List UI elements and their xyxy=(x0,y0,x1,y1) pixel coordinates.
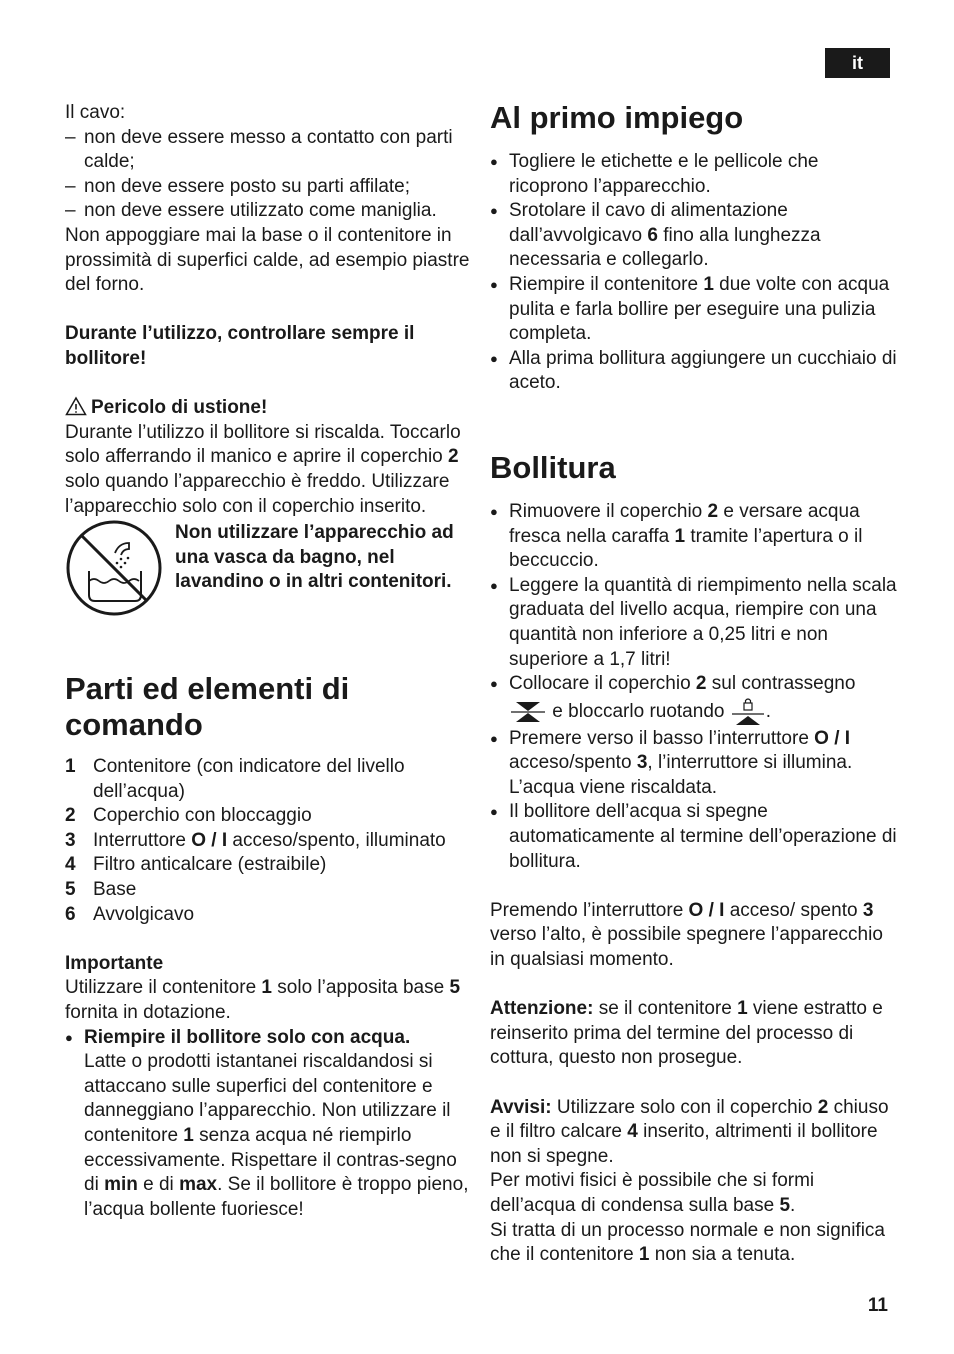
normal-process-note: Si tratta di un processo normale e non significa che il contenitore 1 non sia a tenuta. xyxy=(490,1219,885,1266)
list-item: 4 Filtro anticalcare (estraibile) xyxy=(65,854,327,876)
list-item: 6 Avvolgicavo xyxy=(65,903,195,925)
left-column xyxy=(65,101,470,1222)
list-item: ● Riempire il bollitore solo con acqua. Latte o prodotti istantanei riscaldandosi si attaccano sulle superfici del contenitore e danneggiano l’apparecchio. Non utilizzare il contenitore 1 senza acqua né riempirlo eccessivamente. Rispettare il contras-segno di min e di max. Se il bollitore è troppo pieno, l’acqua bollente fuoriesce! xyxy=(65,1026,470,1223)
bath-warning-text: Non utilizzare l’apparecchio ad una vasca da bagno, nel lavandino o in altri contenitori. xyxy=(175,522,454,593)
burn-warning-title: Pericolo di ustione! xyxy=(65,396,470,421)
unlock-mark-icon xyxy=(509,700,547,724)
parts-list xyxy=(65,755,470,927)
list-item: ● Togliere le etichette e le pellicole che ricoprono l’apparecchio. xyxy=(490,150,900,199)
language-badge: it xyxy=(825,48,890,78)
first-use-heading: Al primo impiego xyxy=(490,100,744,135)
page-number: 11 xyxy=(867,1295,888,1316)
important-list xyxy=(65,1026,470,1223)
list-item: 2 Coperchio con bloccaggio xyxy=(65,805,312,827)
list-item: ● Premere verso il basso l’interruttore O / I acceso/spento 3, l’interruttore si illumina. L’acqua viene riscaldata. xyxy=(490,727,900,801)
important-text: Utilizzare il contenitore 1 solo l’apposita base 5 fornita in dotazione. xyxy=(65,977,461,1024)
list-item: 5 Base xyxy=(65,879,137,901)
cable-note: Non appoggiare mai la base o il contenitore in prossimità di superfici calde, ad esempio piastre del forno. xyxy=(65,224,470,296)
bath-warning xyxy=(65,521,470,617)
attention-note: Attenzione: se il contenitore 1 viene estratto e reinserito prima del termine del processo di cottura, questo non prosegue. xyxy=(490,998,883,1069)
list-item: 3 Interruttore O / I acceso/spento, illuminato xyxy=(65,829,446,851)
warning-triangle-icon xyxy=(65,396,87,416)
control-warning: Durante l’utilizzo, controllare sempre il bollitore! xyxy=(65,323,415,369)
list-item: ● Leggere la quantità di riempimento nella scala graduata del livello acqua, riempire con una quantità non inferiore a 0,25 litri e non superiore a 1,7 litri! xyxy=(490,574,900,672)
notice-note: Avvisi: Utilizzare solo con il coperchio 2 chiuso e il filtro calcare 4 inserito, altrimenti il bollitore non si spegne. xyxy=(490,1096,889,1167)
list-item: ● Riempire il contenitore 1 due volte con acqua pulita e farla bollire per eseguire una pulizia completa. xyxy=(490,273,900,347)
lock-mark-icon xyxy=(730,697,766,727)
list-item: ● Srotolare il cavo di alimentazione dall’avvolgicavo 6 fino alla lunghezza necessaria e collegarlo. xyxy=(490,199,900,273)
list-item: ● Il bollitore dell’acqua si spegne automaticamente al termine dell’operazione di bollitura. xyxy=(490,800,900,874)
list-item: ● Collocare il coperchio 2 sul contrassegno e bloccarlo ruotando . xyxy=(490,672,900,727)
first-use-list xyxy=(490,150,900,396)
boiling-list xyxy=(490,500,900,874)
burn-warning-text: Durante l’utilizzo il bollitore si riscalda. Toccarlo solo afferrando il manico e aprire il coperchio 2 solo quando l’apparecchio è freddo. Utilizzare l’apparecchio solo con il coperchio inserito. xyxy=(65,421,461,517)
right-column xyxy=(490,100,900,1268)
list-item: 1 Contenitore (con indicatore del livello dell’acqua) xyxy=(65,756,405,802)
list-item: ● Alla prima bollitura aggiungere un cucchiaio di aceto. xyxy=(490,347,900,396)
cable-item: – non deve essere utilizzato come maniglia. xyxy=(65,200,437,222)
no-bath-icon xyxy=(65,519,163,617)
parts-heading: Parti ed elementi di comando xyxy=(65,671,350,743)
switch-note: Premendo l’interruttore O / I acceso/ spento 3 verso l’alto, è possibile spegnere l’apparecchio in qualsiasi momento. xyxy=(490,899,883,971)
cable-intro: Il cavo: xyxy=(65,102,126,123)
list-item: ● Rimuovere il coperchio 2 e versare acqua fresca nella caraffa 1 tramite l’apertura o il beccuccio. xyxy=(490,500,900,574)
cable-item: – non deve essere messo a contatto con parti calde; xyxy=(65,126,453,173)
important-title: Importante xyxy=(65,952,164,974)
boiling-heading: Bollitura xyxy=(490,449,616,485)
condensation-note: Per motivi fisici è possibile che si formi dell’acqua di condensa sulla base 5. xyxy=(490,1170,815,1216)
cable-item: – non deve essere posto su parti affilate; xyxy=(65,175,411,197)
